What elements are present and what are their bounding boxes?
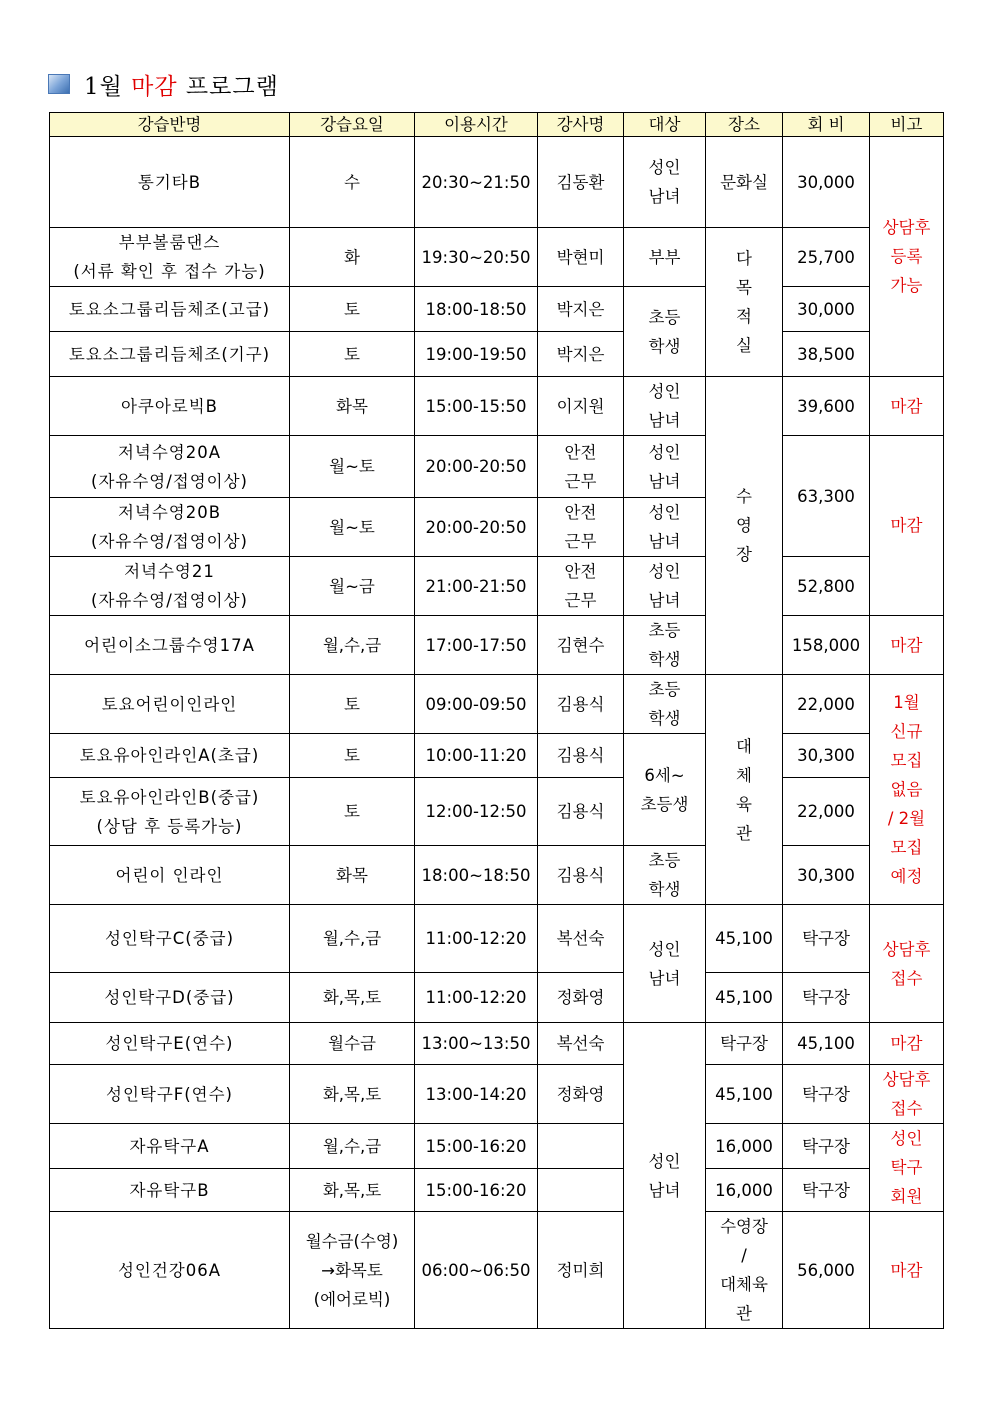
program-name-cell: 부부볼룸댄스 (서류 확인 후 접수 가능) [50, 228, 290, 287]
teacher-cell: 김용식 [538, 778, 624, 846]
day-cell: 화목 [290, 377, 415, 436]
teacher-cell: 안전 근무 [538, 498, 624, 557]
time-cell: 17:00-17:50 [415, 616, 538, 675]
place-cell: 16,000 [706, 1169, 783, 1212]
program-name-cell: 토요어린이인라인 [50, 675, 290, 734]
teacher-cell: 박지은 [538, 287, 624, 332]
table-row [50, 905, 944, 973]
note-cell: 마감 [870, 1023, 944, 1065]
day-cell: 월~금 [290, 557, 415, 616]
place-cell: 수영장 / 대체육 관 [706, 1212, 783, 1329]
note-cell: 상담후 등록 가능 [870, 137, 944, 377]
fee-cell: 45,100 [783, 1023, 870, 1065]
target-cell: 성인 남녀 [624, 377, 706, 436]
header-cell: 비고 [870, 113, 944, 137]
target-cell: 성인 남녀 [624, 557, 706, 616]
fee-cell: 63,300 [783, 436, 870, 557]
note-cell: 마감 [870, 436, 944, 616]
time-cell: 12:00-12:50 [415, 778, 538, 846]
target-cell: 부부 [624, 228, 706, 287]
fee-cell: 22,000 [783, 778, 870, 846]
target-cell: 성인 남녀 [624, 905, 706, 1023]
teacher-cell: 안전 근무 [538, 436, 624, 498]
fee-cell: 25,700 [783, 228, 870, 287]
target-cell: 성인 남녀 [624, 436, 706, 498]
program-name-cell: 성인탁구C(중급) [50, 905, 290, 973]
day-cell: 월~토 [290, 498, 415, 557]
day-cell: 토 [290, 675, 415, 734]
title-text: 1월 마감 프로그램 [84, 73, 279, 100]
place-cell: 45,100 [706, 973, 783, 1023]
fee-cell: 30,300 [783, 734, 870, 778]
program-name-cell: 토요유아인라인A(초급) [50, 734, 290, 778]
place-cell: 45,100 [706, 905, 783, 973]
time-cell: 15:00-16:20 [415, 1169, 538, 1212]
program-name-cell: 어린이 인라인 [50, 846, 290, 905]
note-cell: 성인 탁구 회원 [870, 1124, 944, 1212]
place-cell: 탁구장 [706, 1023, 783, 1065]
time-cell: 20:00-20:50 [415, 498, 538, 557]
target-cell: 초등 학생 [624, 675, 706, 734]
header-cell: 강사명 [538, 113, 624, 137]
teacher-cell: 김현수 [538, 616, 624, 675]
teacher-cell: 김용식 [538, 675, 624, 734]
day-cell: 화,목,토 [290, 1065, 415, 1124]
time-cell: 10:00-11:20 [415, 734, 538, 778]
note-cell: 1월 신규 모집 없음 / 2월 모집 예정 [870, 675, 944, 905]
teacher-cell: 박현미 [538, 228, 624, 287]
day-cell: 화목 [290, 846, 415, 905]
section-title [48, 66, 279, 102]
target-cell: 6세~ 초등생 [624, 734, 706, 846]
time-cell: 13:00-14:20 [415, 1065, 538, 1124]
program-name-cell: 토요소그룹리듬체조(고급) [50, 287, 290, 332]
time-cell: 20:00-20:50 [415, 436, 538, 498]
table-row [50, 1169, 944, 1212]
day-cell: 화 [290, 228, 415, 287]
time-cell: 15:00-15:50 [415, 377, 538, 436]
day-cell: 월수금(수영) →화목토 (에어로빅) [290, 1212, 415, 1329]
day-cell: 토 [290, 332, 415, 377]
table-header-row [50, 113, 944, 137]
fee-cell: 39,600 [783, 377, 870, 436]
teacher-cell: 안전 근무 [538, 557, 624, 616]
program-name-cell: 성인탁구F(연수) [50, 1065, 290, 1124]
program-name-cell: 저녁수영20A (자유수영/접영이상) [50, 436, 290, 498]
program-name-cell: 자유탁구A [50, 1124, 290, 1169]
day-cell: 월,수,금 [290, 905, 415, 973]
table-row [50, 778, 944, 846]
table-row [50, 973, 944, 1023]
time-cell: 13:00~13:50 [415, 1023, 538, 1065]
day-cell: 월~토 [290, 436, 415, 498]
program-name-cell: 통기타B [50, 137, 290, 228]
time-cell: 19:30~20:50 [415, 228, 538, 287]
time-cell: 11:00-12:20 [415, 905, 538, 973]
fee-cell: 탁구장 [783, 1169, 870, 1212]
header-cell: 이용시간 [415, 113, 538, 137]
fee-cell: 38,500 [783, 332, 870, 377]
time-cell: 09:00-09:50 [415, 675, 538, 734]
target-cell: 성인 남녀 [624, 137, 706, 228]
day-cell: 월,수,금 [290, 616, 415, 675]
teacher-cell: 복선숙 [538, 905, 624, 973]
day-cell: 화,목,토 [290, 973, 415, 1023]
time-cell: 11:00-12:20 [415, 973, 538, 1023]
day-cell: 토 [290, 734, 415, 778]
program-name-cell: 자유탁구B [50, 1169, 290, 1212]
target-cell: 초등 학생 [624, 616, 706, 675]
place-cell: 다 목 적 실 [706, 228, 783, 377]
table-row [50, 1124, 944, 1169]
day-cell: 월수금 [290, 1023, 415, 1065]
day-cell: 월,수,금 [290, 1124, 415, 1169]
time-cell: 18:00~18:50 [415, 846, 538, 905]
note-cell: 마감 [870, 616, 944, 675]
time-cell: 15:00-16:20 [415, 1124, 538, 1169]
place-cell: 수 영 장 [706, 377, 783, 675]
header-cell: 강습반명 [50, 113, 290, 137]
table-row [50, 436, 944, 498]
teacher-cell: 김동환 [538, 137, 624, 228]
program-name-cell: 어린이소그룹수영17A [50, 616, 290, 675]
table-row [50, 1023, 944, 1065]
day-cell: 수 [290, 137, 415, 228]
program-name-cell: 토요소그룹리듬체조(기구) [50, 332, 290, 377]
target-cell: 성인 남녀 [624, 498, 706, 557]
fee-cell: 탁구장 [783, 973, 870, 1023]
fee-cell: 탁구장 [783, 905, 870, 973]
teacher-cell [538, 1169, 624, 1212]
program-name-cell: 토요유아인라인B(중급) (상담 후 등록가능) [50, 778, 290, 846]
target-cell: 초등 학생 [624, 287, 706, 377]
program-name-cell: 아쿠아로빅B [50, 377, 290, 436]
note-cell: 상담후 접수 [870, 905, 944, 1023]
place-cell: 대 체 육 관 [706, 675, 783, 905]
table-row [50, 734, 944, 778]
program-name-cell: 저녁수영20B (자유수영/접영이상) [50, 498, 290, 557]
day-cell: 토 [290, 778, 415, 846]
teacher-cell [538, 1124, 624, 1169]
fee-cell: 탁구장 [783, 1065, 870, 1124]
time-cell: 19:00-19:50 [415, 332, 538, 377]
target-cell: 성인 남녀 [624, 1023, 706, 1329]
table-row [50, 1065, 944, 1124]
teacher-cell: 김용식 [538, 734, 624, 778]
teacher-cell: 정미희 [538, 1212, 624, 1329]
header-cell: 회 비 [783, 113, 870, 137]
table-row [50, 557, 944, 616]
table-row [50, 616, 944, 675]
time-cell: 06:00~06:50 [415, 1212, 538, 1329]
fee-cell: 56,000 [783, 1212, 870, 1329]
time-cell: 18:00-18:50 [415, 287, 538, 332]
table-row [50, 228, 944, 287]
teacher-cell: 복선숙 [538, 1023, 624, 1065]
program-name-cell: 성인건강06A [50, 1212, 290, 1329]
fee-cell: 30,000 [783, 137, 870, 228]
teacher-cell: 박지은 [538, 332, 624, 377]
teacher-cell: 정화영 [538, 1065, 624, 1124]
program-name-cell: 성인탁구E(연수) [50, 1023, 290, 1065]
place-cell: 45,100 [706, 1065, 783, 1124]
fee-cell: 22,000 [783, 675, 870, 734]
fee-cell: 52,800 [783, 557, 870, 616]
header-cell: 장소 [706, 113, 783, 137]
teacher-cell: 정화영 [538, 973, 624, 1023]
program-name-cell: 성인탁구D(중급) [50, 973, 290, 1023]
note-cell: 마감 [870, 377, 944, 436]
header-cell: 강습요일 [290, 113, 415, 137]
fee-cell: 탁구장 [783, 1124, 870, 1169]
square-bullet-icon [48, 74, 70, 94]
table-row [50, 377, 944, 436]
day-cell: 화,목,토 [290, 1169, 415, 1212]
fee-cell: 158,000 [783, 616, 870, 675]
time-cell: 20:30~21:50 [415, 137, 538, 228]
table-row [50, 675, 944, 734]
table-row [50, 1212, 944, 1329]
program-name-cell: 저녁수영21 (자유수영/접영이상) [50, 557, 290, 616]
table-row [50, 846, 944, 905]
note-cell: 마감 [870, 1212, 944, 1329]
day-cell: 토 [290, 287, 415, 332]
place-cell: 문화실 [706, 137, 783, 228]
teacher-cell: 김용식 [538, 846, 624, 905]
place-cell: 16,000 [706, 1124, 783, 1169]
table-row [50, 137, 944, 228]
time-cell: 21:00-21:50 [415, 557, 538, 616]
table-row [50, 287, 944, 332]
table-row [50, 332, 944, 377]
note-cell: 상담후 접수 [870, 1065, 944, 1124]
fee-cell: 30,000 [783, 287, 870, 332]
target-cell: 초등 학생 [624, 846, 706, 905]
header-cell: 대상 [624, 113, 706, 137]
program-table [49, 112, 944, 1329]
fee-cell: 30,300 [783, 846, 870, 905]
teacher-cell: 이지원 [538, 377, 624, 436]
